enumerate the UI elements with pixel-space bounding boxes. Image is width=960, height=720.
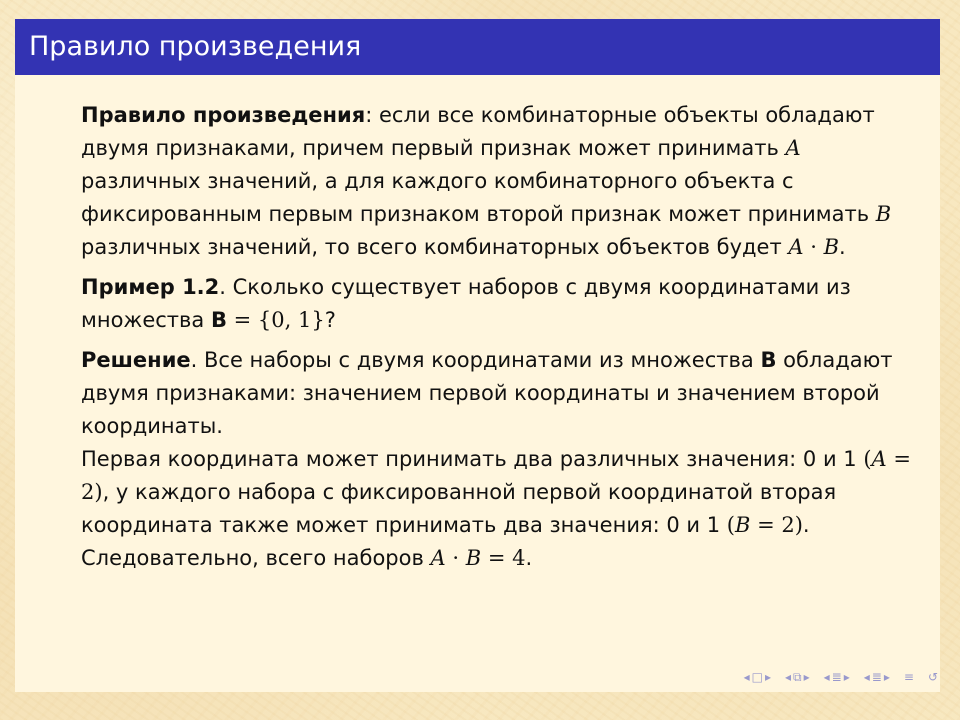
math-expression: (	[863, 447, 872, 471]
nav-search-icon[interactable]: ↺	[927, 670, 938, 684]
paragraph-text: различных значений, а для каждого комбинаторного объекта с фиксированным первым признаком второй признак может принимать	[81, 169, 876, 226]
paragraph-text: .	[839, 235, 846, 259]
math-variable: B	[465, 546, 482, 570]
nav-frame-group	[744, 670, 771, 684]
math-variable: A	[871, 447, 887, 471]
nav-frame-prev-icon[interactable]: ◂	[743, 670, 750, 684]
math-variable: A	[788, 235, 804, 259]
nav-section-icon[interactable]: ≣	[831, 670, 842, 684]
math-variable: B	[875, 202, 892, 226]
solution-continuation	[81, 443, 921, 542]
nav-subsection-prev-icon[interactable]: ◂	[784, 670, 792, 684]
solution-paragraph	[81, 344, 921, 443]
math-expression: ·	[803, 235, 824, 259]
nav-align-icon[interactable]: ≡	[903, 670, 914, 684]
paragraph-text: : если все комбинаторные объекты обладают двумя признаками, причем первый признак может принимать	[81, 103, 875, 160]
example-paragraph	[81, 271, 921, 337]
paragraph-text: .	[525, 546, 533, 570]
beamer-navigation	[744, 670, 938, 684]
slide-title: Правило произведения	[29, 31, 362, 62]
nav-part-prev-icon[interactable]: ◂	[863, 670, 870, 684]
math-variable: A	[785, 136, 801, 160]
bold-term: B	[760, 348, 777, 372]
nav-section-prev-icon[interactable]: ◂	[823, 670, 830, 684]
nav-part-group	[864, 670, 890, 684]
math-expression: = 4	[481, 546, 526, 570]
paragraph-text: . Сколько существует наборов с двумя координатами из множества	[81, 275, 851, 332]
bold-term: Решение	[81, 348, 191, 372]
math-expression: (	[726, 513, 735, 537]
slide-content	[81, 99, 921, 575]
math-expression: = 2)	[750, 513, 803, 537]
nav-search-group	[928, 670, 938, 684]
nav-subsection-icon[interactable]: ⧉	[793, 670, 802, 684]
math-variable: A	[430, 546, 446, 570]
math-variable: B	[734, 513, 751, 537]
title-bar	[15, 19, 940, 75]
nav-frame-icon[interactable]: □	[751, 670, 763, 684]
slide	[15, 19, 940, 692]
nav-part-next-icon[interactable]: ▸	[883, 670, 890, 684]
bold-term: Правило произведения	[81, 103, 366, 127]
paragraph-text: . Все наборы с двумя координатами из множества	[190, 348, 761, 372]
paragraph-text: Первая координата может принимать два различных значения: 0 и 1	[81, 447, 864, 471]
math-expression: = {0, 1}	[226, 308, 325, 332]
bold-term: B	[210, 308, 227, 332]
paragraph-text: , у каждого набора с фиксированной первой координатой вторая координата также может принимать два значения: 0 и 1	[81, 480, 837, 537]
paragraph-text: .	[802, 513, 810, 537]
nav-section-next-icon[interactable]: ▸	[843, 670, 850, 684]
nav-frame-next-icon[interactable]: ▸	[764, 670, 771, 684]
nav-subsection-group	[785, 670, 810, 684]
rule-paragraph	[81, 99, 921, 264]
paragraph-text: Следовательно, всего наборов	[81, 546, 431, 570]
paragraph-text: обладают двумя признаками: значением первой координаты и значением второй координаты.	[81, 348, 893, 438]
nav-align-group	[904, 670, 914, 684]
math-expression: = 2)	[81, 447, 911, 504]
paragraph-text: различных значений, то всего комбинаторных объектов будет	[81, 235, 789, 259]
bold-term: Пример 1.2	[81, 275, 220, 299]
nav-subsection-next-icon[interactable]: ▸	[803, 670, 810, 684]
math-expression: ·	[445, 546, 466, 570]
math-variable: B	[823, 235, 840, 259]
nav-section-group	[824, 670, 850, 684]
paragraph-text: ?	[324, 308, 336, 332]
solution-conclusion	[81, 542, 921, 575]
nav-part-icon[interactable]: ≣	[871, 670, 882, 684]
